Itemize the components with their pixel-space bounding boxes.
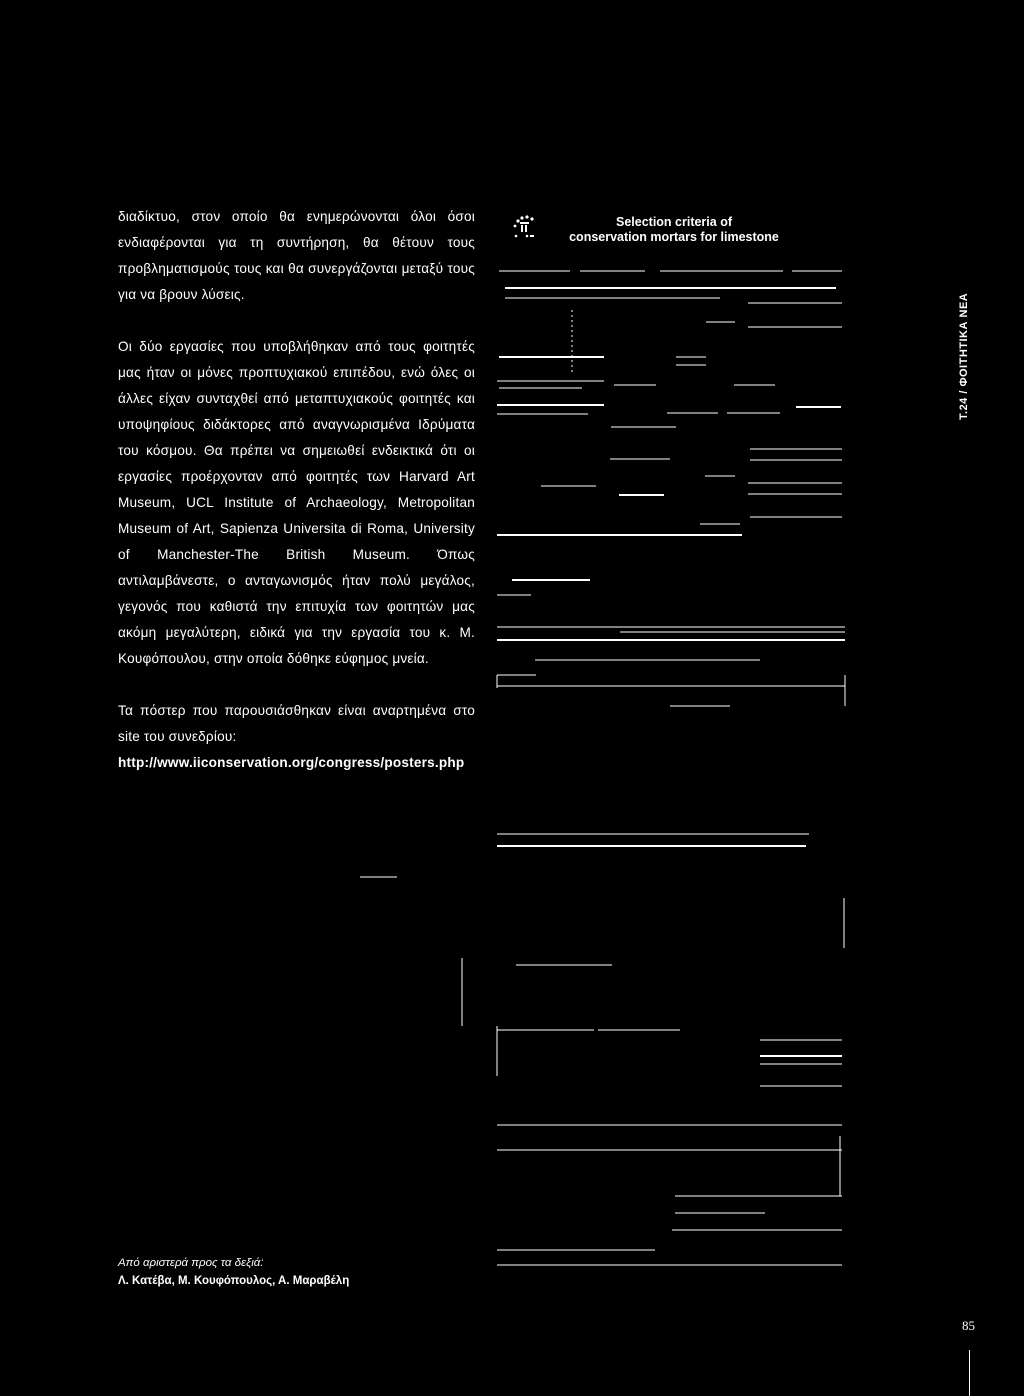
article-paragraph-3-text: Τα πόστερ που παρουσιάσθηκαν είναι αναρτημένα στο site του συνεδρίου: <box>118 703 475 744</box>
article-paragraph-2: Οι δύο εργασίες που υποβλήθηκαν από τους φοιτητές μας ήταν οι μόνες προπτυχιακού επιπέδου, ενώ όλες οι άλλες είχαν συνταχθεί από μεταπτυχιακούς φοιτητές και υποψηφίους διδάκτορες από αναγνωρισμένα Ιδρύματα του κόσμου. Θα πρέπει να σημειωθεί ενδεικτικά ότι οι εργασίες προέρχονταν από φοιτητές των Harvard Art Museum, UCL Institute of Archaeology, Metropolitan Museum of Art, Sapienza Universita di Roma, University of Manchester-The British Museum. Όπως αντιλαμβάνεστε, ο ανταγωνισμός ήταν πολύ μεγάλος, γεγονός που καθιστά την επιτυχία των φοιτητών μας ακόμη μεγαλύτερη, ειδικά για την εργασία του κ. Μ. Κουφόπουλου, στην οποία δόθηκε εύφημος μνεία. <box>118 339 475 666</box>
poster-title-line-2: conservation mortars for limestone <box>569 230 779 244</box>
section-tag: Τ.24 / ΦΟΙΤΗΤΙΚΑ ΝΕΑ <box>958 292 970 420</box>
page-number: 85 <box>962 1318 975 1333</box>
poster-title-line-1: Selection criteria of <box>615 215 732 229</box>
congress-posters-link[interactable]: http://www.iiconservation.org/congress/posters.php <box>118 755 465 770</box>
caption-names: Λ. Κατέβα, Μ. Κουφόπουλος, Α. Μαραβέλη <box>118 1275 350 1287</box>
photo-caption <box>118 1254 349 1290</box>
page-rule <box>969 1350 970 1396</box>
article-paragraph-1: διαδίκτυο, στον οποίο θα ενημερώνονται όλοι όσοι ενδιαφέρονται για τη συντήρηση, θα θέτουν τους προβληματισμούς τους και θα συνεργάζονται μεταξύ τους για να βρουν λύσεις. <box>118 209 475 302</box>
caption-line-1: Από αριστερά προς τα δεξιά: <box>118 1257 264 1269</box>
